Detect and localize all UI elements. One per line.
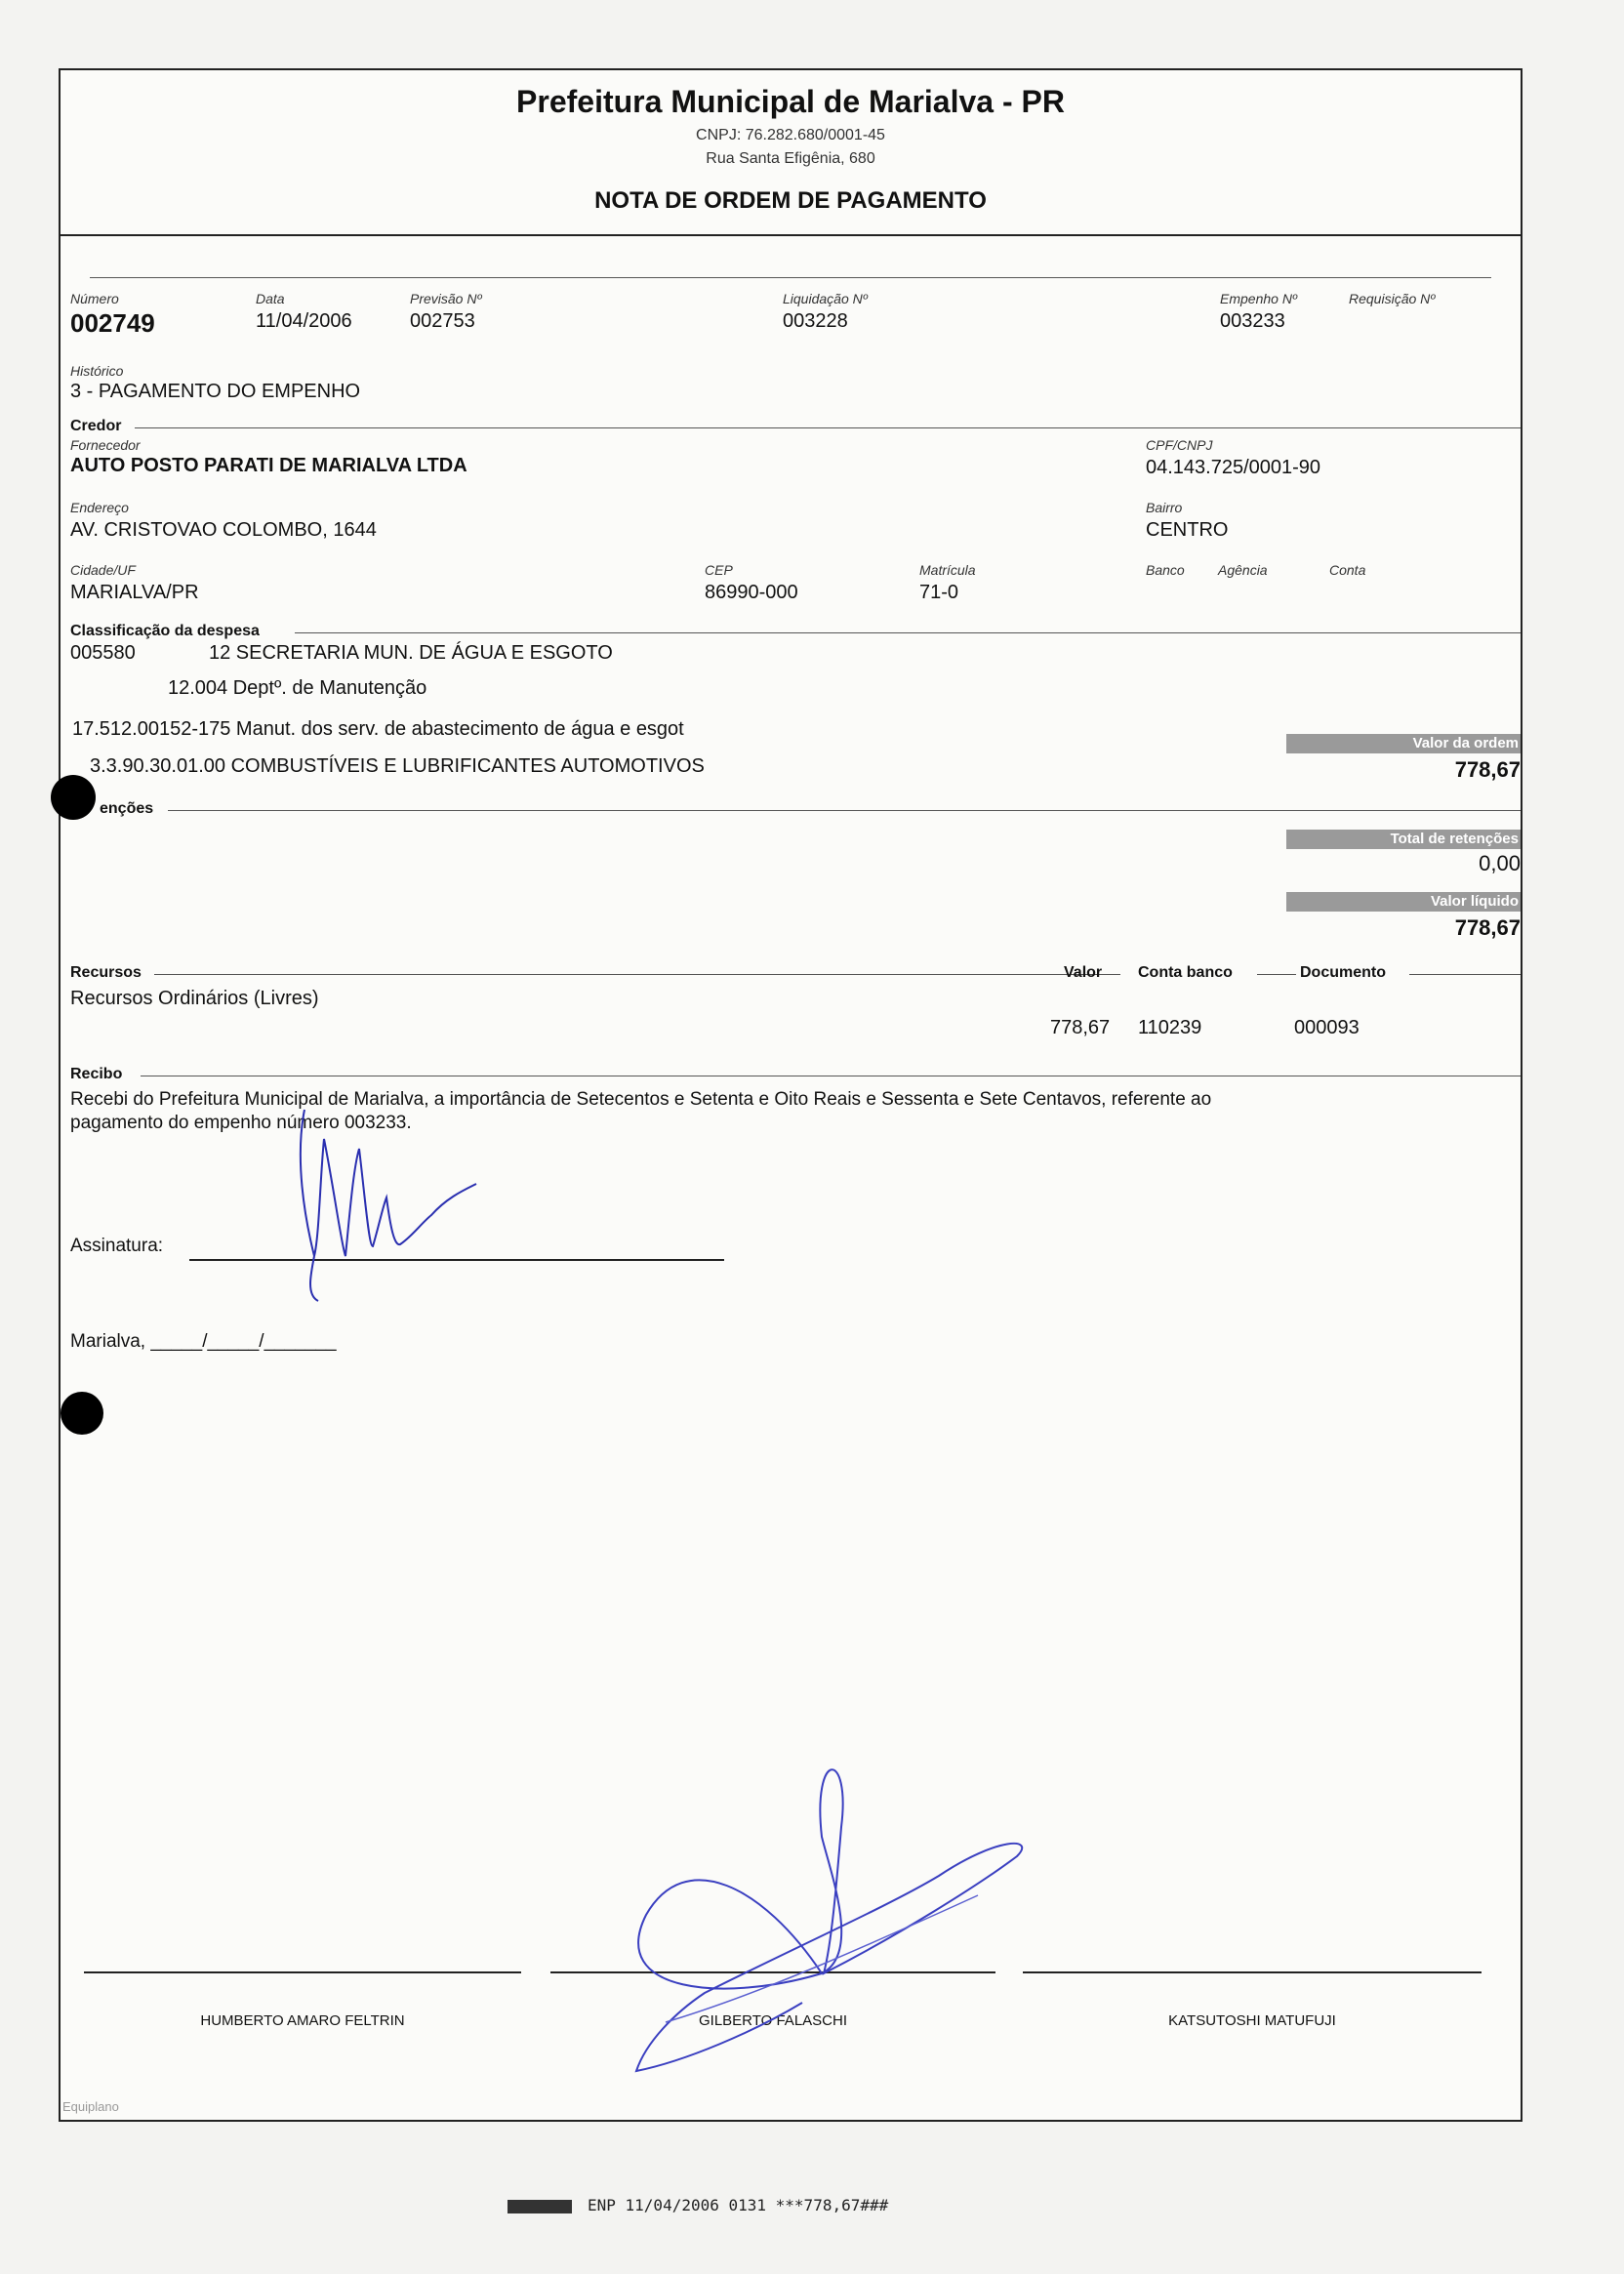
empenho-value: 003233: [1220, 310, 1285, 332]
numero-label: Número: [70, 291, 119, 306]
previsao-label: Previsão Nº: [410, 291, 482, 306]
date-line: Marialva, _____/_____/_______: [70, 1331, 337, 1352]
divider: [90, 277, 1491, 278]
recursos-valor-header: Valor: [1064, 964, 1103, 981]
recursos-conta-header: Conta banco: [1138, 964, 1233, 981]
empenho-label: Empenho Nº: [1220, 291, 1298, 306]
classificacao-line3: 17.512.00152-175 Manut. dos serv. de abastecimento de água e esgot: [72, 718, 684, 740]
total-retencoes-label: Total de retenções: [1286, 830, 1521, 849]
document-header: [61, 70, 1521, 236]
cidade-label: Cidade/UF: [70, 562, 136, 578]
matricula-label: Matrícula: [919, 562, 976, 578]
recibo-text-line1: Recebi do Prefeitura Municipal de Marialva, a importância de Setecentos e Setenta e Oito Reais e Sessenta e Sete Centavos, referente ao: [70, 1089, 1212, 1110]
fornecedor-value: AUTO POSTO PARATI DE MARIALVA LTDA: [70, 455, 467, 476]
assinatura-label: Assinatura:: [70, 1236, 164, 1256]
endereco-label: Endereço: [70, 500, 129, 515]
document-title: NOTA DE ORDEM DE PAGAMENTO: [594, 187, 987, 214]
divider: [1257, 974, 1296, 975]
divider: [1409, 974, 1521, 975]
cpf-value: 04.143.725/0001-90: [1146, 457, 1321, 478]
data-value: 11/04/2006: [256, 310, 352, 332]
software-watermark: Equiplano: [62, 2099, 119, 2114]
bairro-value: CENTRO: [1146, 519, 1229, 541]
punch-hole: [51, 775, 96, 820]
banco-label: Banco: [1146, 562, 1185, 578]
valor-ordem-value: 778,67: [1454, 757, 1521, 782]
classificacao-section: Classificação da despesa: [70, 623, 260, 639]
recibo-section: Recibo: [70, 1066, 123, 1082]
valor-liquido-value: 778,67: [1454, 915, 1521, 940]
divider: [295, 632, 1521, 633]
retencoes-section: enções: [100, 800, 154, 817]
cidade-value: MARIALVA/PR: [70, 582, 199, 603]
signatory-2: GILBERTO FALASCHI: [699, 2012, 847, 2029]
bairro-label: Bairro: [1146, 500, 1183, 515]
address-text: Rua Santa Efigênia, 680: [706, 150, 875, 167]
classificacao-line2: 12.004 Deptº. de Manutenção: [168, 677, 427, 699]
classificacao-code: 005580: [70, 642, 136, 664]
total-retencoes-value: 0,00: [1479, 851, 1521, 875]
classificacao-line1: 12 SECRETARIA MUN. DE ÁGUA E ESGOTO: [209, 642, 613, 664]
signatory-3: KATSUTOSHI MATUFUJI: [1168, 2012, 1336, 2029]
handwritten-signature-official: [607, 1710, 1095, 2100]
valor-ordem-label: Valor da ordem: [1286, 734, 1521, 753]
cep-value: 86990-000: [705, 582, 798, 603]
classificacao-line4: 3.3.90.30.01.00 COMBUSTÍVEIS E LUBRIFICANTES AUTOMOTIVOS: [90, 755, 705, 777]
historico-value: 3 - PAGAMENTO DO EMPENHO: [70, 381, 361, 402]
requisicao-label: Requisição Nº: [1349, 291, 1436, 306]
authentication-stamp: [508, 2196, 888, 2214]
cnpj-text: CNPJ: 76.282.680/0001-45: [696, 127, 885, 143]
punch-hole: [61, 1392, 103, 1435]
divider: [135, 427, 1521, 428]
recursos-item: Recursos Ordinários (Livres): [70, 988, 319, 1009]
liquidacao-label: Liquidação Nº: [783, 291, 868, 306]
valor-liquido-label: Valor líquido: [1286, 892, 1521, 912]
credor-section: Credor: [70, 418, 122, 434]
historico-label: Histórico: [70, 363, 124, 379]
divider: [168, 810, 1521, 811]
agencia-label: Agência: [1218, 562, 1268, 578]
liquidacao-value: 003228: [783, 310, 848, 332]
signatory-1: HUMBERTO AMARO FELTRIN: [200, 2012, 405, 2029]
data-label: Data: [256, 291, 285, 306]
divider: [154, 974, 1120, 975]
conta-label: Conta: [1329, 562, 1366, 578]
previsao-value: 002753: [410, 310, 475, 332]
municipality-title: Prefeitura Municipal de Marialva - PR: [516, 84, 1065, 119]
recursos-section: Recursos: [70, 964, 142, 981]
fornecedor-label: Fornecedor: [70, 437, 141, 453]
cep-label: CEP: [705, 562, 733, 578]
handwritten-signature-recipient: [285, 1100, 607, 1315]
payment-order-document: [59, 68, 1522, 2122]
matricula-value: 71-0: [919, 582, 959, 603]
recursos-documento: 000093: [1294, 1017, 1360, 1038]
recursos-valor: 778,67: [1050, 1017, 1111, 1038]
recursos-documento-header: Documento: [1300, 964, 1386, 981]
signature-line: [84, 1971, 521, 1973]
cpf-label: CPF/CNPJ: [1146, 437, 1213, 453]
recibo-text-line2: pagamento do empenho número 003233.: [70, 1113, 412, 1133]
recursos-conta: 110239: [1138, 1017, 1202, 1038]
endereco-value: AV. CRISTOVAO COLOMBO, 1644: [70, 519, 377, 541]
authentication-code: ENP 11/04/2006 0131 ***778,67###: [588, 2196, 889, 2214]
numero-value: 002749: [70, 308, 155, 338]
stamp-logo: [508, 2200, 572, 2213]
